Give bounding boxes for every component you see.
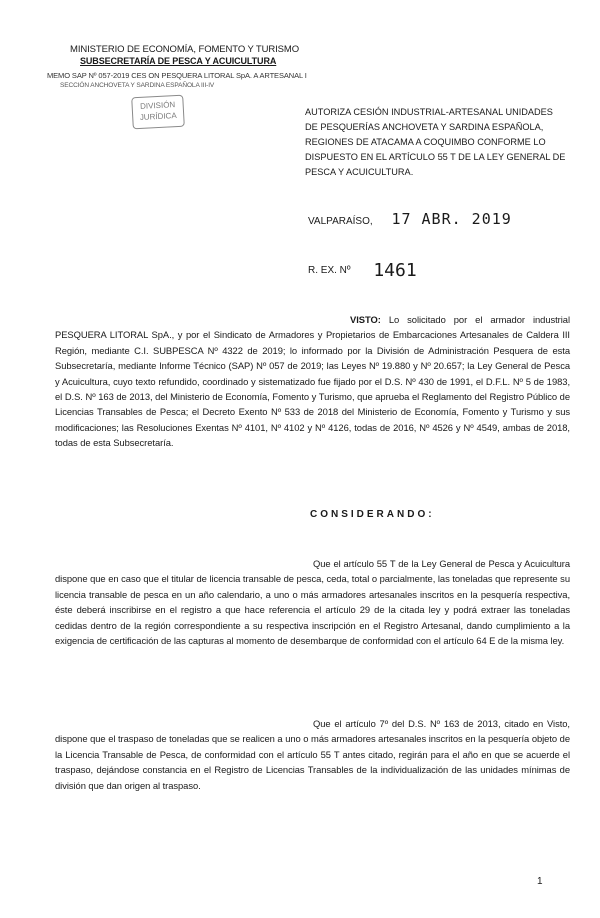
subsecretaria-name: SUBSECRETARÍA DE PESCA Y ACUICULTURA	[80, 56, 277, 66]
considerando-heading: CONSIDERANDO:	[310, 509, 435, 520]
resolution-subject: AUTORIZA CESIÓN INDUSTRIAL-ARTESANAL UNIDADES DE PESQUERÍAS ANCHOVETA Y SARDINA ESPAÑOLA, REGIONES DE ATACAMA A COQUIMBO CONFORME LO DISPUESTO EN EL ARTÍCULO 55 T DE LA LEY GENERAL DE PESCA Y ACUICULTURA.	[305, 107, 566, 177]
visto-label: VISTO:	[350, 314, 381, 325]
visto-text: Lo solicitado por el armador industrial PESQUERA LITORAL SpA., y por el Sindicato de Armadores y Propietarios de Embarcaciones Artesanales de Caldera III Región, mediante C.I. SUBPESCA Nº 4322 de 2019; lo informado por la División de Administración Pesquera de esta Subsecretaría, mediante Informe Técnico (SAP) Nº 057 de 2019; las Leyes Nº 19.880 y Nº 20.657; la Ley General de Pesca y Acuicultura, cuyo texto refundido, coordinado y sistematizado fue fijado por el D.S. Nº 430 de 1991, el D.F.L. Nº 5 de 1983, el D.S. Nº 163 de 2013, del Ministerio de Economía, Fomento y Turismo, que aprueba el Reglamento del Registro Público de Licencias Transables de Pesca; el Decreto Exento Nº 533 de 2018 del Ministerio de Economía, Fomento y Turismo y sus modificaciones; las Resoluciones Exentas Nº 4101, Nº 4102 y Nº 4126, todas de 2016, Nº 4526 y Nº 4549, ambas de 2018, todas de esta Subsecretaría.	[55, 314, 570, 449]
considerando-paragraph-1: Que el artículo 55 T de la Ley General de Pesca y Acuicultura dispone que en caso que el titular de licencia transable de pesca, ceda, total o parcialmente, las toneladas que represente su licencia transable de pesca en un año calendario, a uno o más armadores artesanales inscritos en la pesquería respectiva, éste deberá inscribirse en el registro a que hace referencia el artículo 29 de la citada ley y podrá extraer las toneladas cedidas dentro de la región correspondiente a su respectiva inscripción en el Registro Artesanal, dando cumplimiento a la exigencia de certificación de las capturas al momento de desembarque de conformidad con el artículo 64 E de la misma ley.	[55, 558, 570, 647]
section-reference: SECCIÓN ANCHOVETA Y SARDINA ESPAÑOLA III-IV	[60, 82, 215, 89]
place-date	[308, 210, 512, 228]
division-stamp	[131, 95, 185, 130]
ministry-name: MINISTERIO DE ECONOMÍA, FOMENTO Y TURISMO	[70, 44, 300, 55]
resolution-number	[308, 257, 417, 281]
date-stamp: 17 ABR. 2019	[391, 210, 512, 228]
stamp-line-2: JURÍDICA	[139, 111, 177, 122]
resolution-label: R. EX. Nº	[308, 265, 351, 276]
resolution-number-value: 1461	[373, 260, 417, 281]
considerando-paragraph-2: Que el artículo 7º del D.S. Nº 163 de 2013, citado en Visto, dispone que el traspaso de toneladas que se realicen a uno o más armadores artesanales inscritos en la pesquería objeto de la Licencia Transable de Pesca, de conformidad con el artículo 55 T antes citado, regirán para el año en que se acuerde el traspaso, dejándose constancia en el Registro de Licencias Transables de la individualización de las unidades mínimas de división que dan origen al traspaso.	[55, 718, 570, 791]
page-number: 1	[537, 876, 543, 887]
place: VALPARAÍSO,	[308, 216, 373, 227]
visto-paragraph	[55, 312, 570, 451]
memo-reference: MEMO SAP Nº 057-2019 CES ON PESQUERA LITORAL SpA. A ARTESANAL I	[47, 71, 307, 80]
stamp-line-1: DIVISIÓN	[139, 100, 176, 111]
